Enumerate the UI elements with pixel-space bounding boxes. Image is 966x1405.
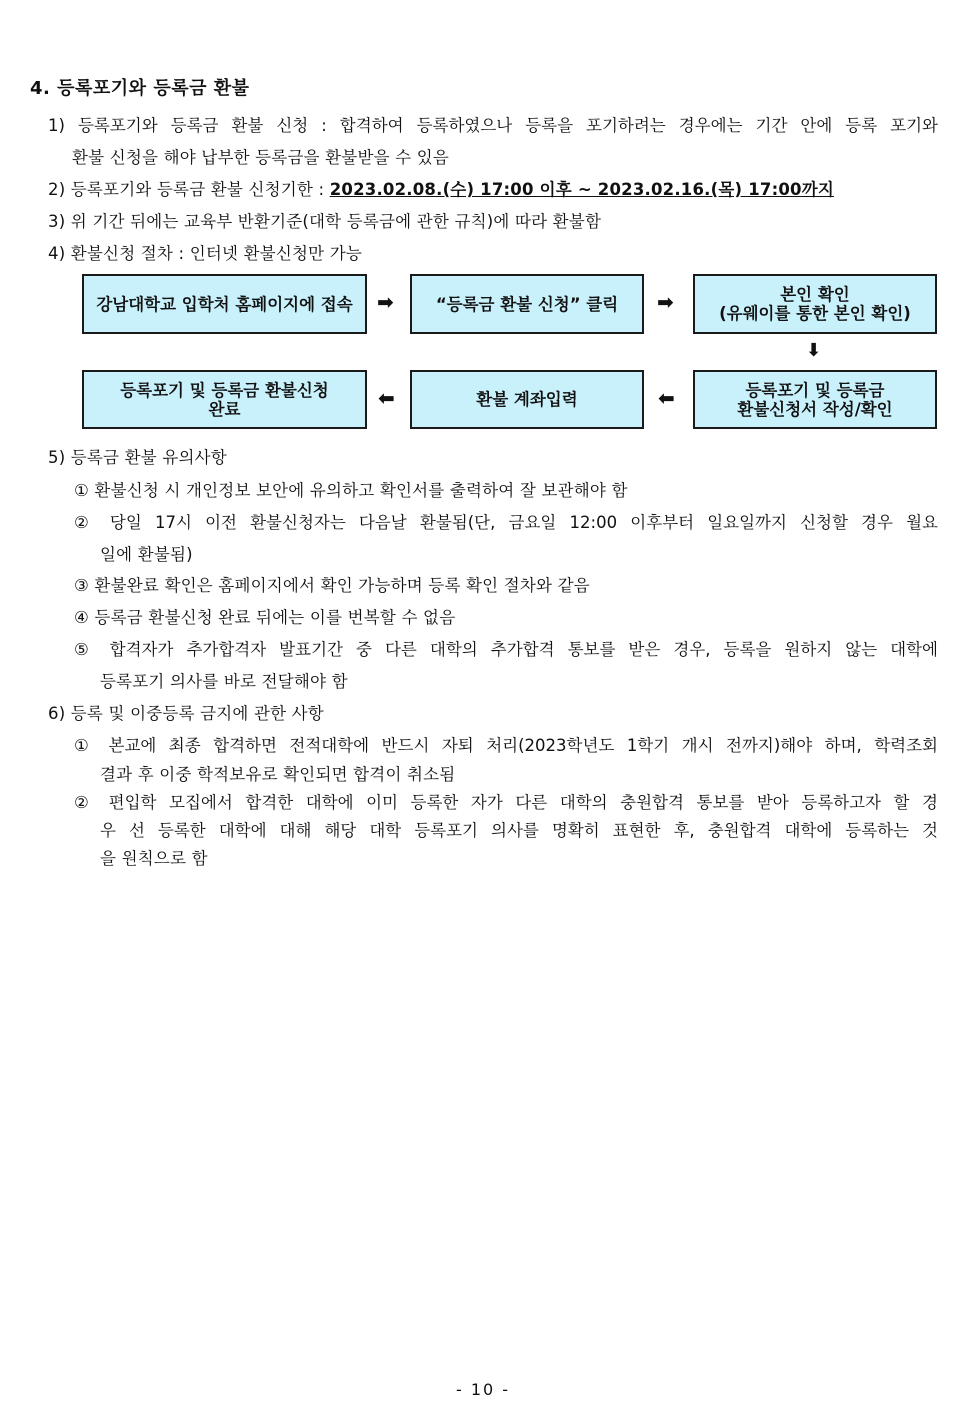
flow-step-complete <box>82 370 367 429</box>
item-5-2-line-1: ② 당일 17시 이전 환불신청자는 다음날 환불됨(단, 금요일 12:00 이후부터 일요일까지 신청할 경우 월요 <box>74 513 938 532</box>
item-5-3: ③ 환불완료 확인은 홈페이지에서 확인 가능하며 등록 확인 절차와 같음 <box>74 576 590 595</box>
item-6-1-line-2: 결과 후 이중 학적보유로 확인되면 합격이 취소됨 <box>100 765 456 784</box>
flow-step-account <box>410 370 644 429</box>
flow-step-verify-label-1: 본인 확인 <box>780 285 850 304</box>
flow-step-complete-label-1: 등록포기 및 등록금 환불신청 <box>120 380 329 400</box>
flow-step-form-label-1: 등록포기 및 등록금 <box>745 380 885 400</box>
item-6: 6) 등록 및 이중등록 금지에 관한 사항 <box>48 704 324 723</box>
flow-step-homepage-label: 강남대학교 입학처 홈페이지에 접속 <box>96 294 353 314</box>
item-3: 3) 위 기간 뒤에는 교육부 반환기준(대학 등록금에 관한 규칙)에 따라 환불함 <box>48 212 602 231</box>
flow-step-account-label: 환불 계좌입력 <box>476 390 578 409</box>
item-6-2-line-3: 을 원칙으로 함 <box>100 849 208 868</box>
item-6-2-line-1: ② 편입학 모집에서 합격한 대학에 이미 등록한 자가 다른 대학의 충원합격 통보를 받아 등록하고자 할 경 <box>74 793 938 812</box>
flow-step-homepage <box>82 274 367 334</box>
flow-step-complete-label-2: 완료 <box>208 399 241 419</box>
item-5-5-line-1: ⑤ 합격자가 추가합격자 발표기간 중 다른 대학의 추가합격 통보를 받은 경우, 등록을 원하지 않는 대학에 <box>74 640 938 659</box>
item-6-2-line-2: 우 선 등록한 대학에 대해 해당 대학 등록포기 의사를 명확히 표현한 후, 충원합격 대학에 등록하는 것 <box>100 821 938 840</box>
flow-step-verify <box>693 274 937 334</box>
item-5: 5) 등록금 환불 유의사항 <box>48 448 227 467</box>
item-6-1-line-1: ① 본교에 최종 합격하면 전적대학에 반드시 자퇴 처리(2023학년도 1학기 개시 전까지)해야 하며, 학력조회 <box>74 736 938 755</box>
flow-step-click <box>410 274 644 334</box>
item-1-line-2: 환불 신청을 해야 납부한 등록금을 환불받을 수 있음 <box>72 148 450 167</box>
flow-step-form-label-2: 환불신청서 작성/확인 <box>737 399 893 419</box>
arrow-left-icon: ⬅ <box>658 386 675 410</box>
arrow-left-icon: ⬅ <box>378 386 395 410</box>
item-4: 4) 환불신청 절차 : 인터넷 환불신청만 가능 <box>48 244 362 263</box>
flow-step-form <box>693 370 937 429</box>
item-2-label: 2) 등록포기와 등록금 환불 신청기한 : <box>48 180 330 199</box>
item-1-line-1: 1) 등록포기와 등록금 환불 신청 : 합격하여 등록하였으나 등록을 포기하려는 경우에는 기간 안에 등록 포기와 <box>48 116 938 135</box>
item-5-5-line-2: 등록포기 의사를 바로 전달해야 함 <box>100 672 348 691</box>
arrow-right-icon: ➡ <box>377 290 394 314</box>
item-5-4: ④ 등록금 환불신청 완료 뒤에는 이를 번복할 수 없음 <box>74 608 456 627</box>
section-title: 4. 등록포기와 등록금 환불 <box>30 78 250 99</box>
item-5-2-line-2: 일에 환불됨) <box>100 545 193 564</box>
refund-period: 2023.02.08.(수) 17:00 이후 ~ 2023.02.16.(목) 17:00까지 <box>329 180 835 199</box>
item-2 <box>48 176 834 200</box>
item-5-1: ① 환불신청 시 개인정보 보안에 유의하고 확인서를 출력하여 잘 보관해야 함 <box>74 481 628 500</box>
arrow-down-icon: ⬇ <box>806 340 822 361</box>
flow-step-click-label: “등록금 환불 신청” 클릭 <box>435 294 619 314</box>
flow-step-verify-label-2: (유웨이를 통한 본인 확인) <box>719 304 911 323</box>
page-number: - 10 - <box>455 1380 511 1399</box>
arrow-right-icon: ➡ <box>657 290 674 314</box>
